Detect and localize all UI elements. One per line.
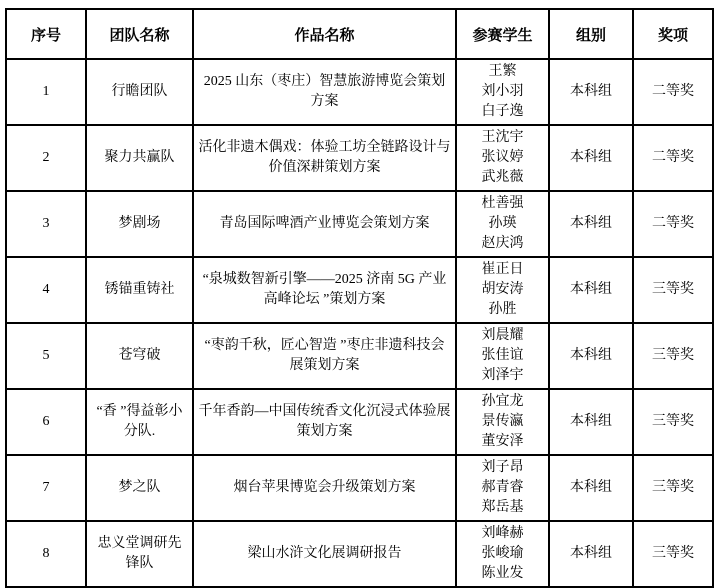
table-row bbox=[6, 455, 713, 521]
student-name: 董安泽 bbox=[481, 434, 524, 449]
cell-students bbox=[456, 59, 549, 125]
cell-serial: 8 bbox=[6, 521, 86, 587]
col-header-group: 组别 bbox=[549, 9, 633, 59]
student-name: 景传瀛 bbox=[481, 414, 524, 429]
cell-work: 2025 山东（枣庄）智慧旅游博览会策划方案 bbox=[193, 59, 456, 125]
student-name: 孙瑛 bbox=[488, 216, 517, 231]
cell-students bbox=[456, 521, 549, 587]
student-name: 郝青睿 bbox=[481, 480, 524, 495]
cell-work: 梁山水浒文化展调研报告 bbox=[193, 521, 456, 587]
col-header-students: 参赛学生 bbox=[456, 9, 549, 59]
table-row bbox=[6, 389, 713, 455]
awards-table-body bbox=[6, 59, 713, 587]
student-name: 孙胜 bbox=[488, 302, 517, 317]
cell-serial: 6 bbox=[6, 389, 86, 455]
cell-students bbox=[456, 191, 549, 257]
cell-work: 千年香韵—中国传统香文化沉浸式体验展策划方案 bbox=[193, 389, 456, 455]
student-name: 杜善强 bbox=[481, 196, 524, 211]
cell-group: 本科组 bbox=[549, 125, 633, 191]
cell-award: 三等奖 bbox=[633, 455, 713, 521]
col-header-award: 奖项 bbox=[633, 9, 713, 59]
cell-work: “泉城数智新引擎——2025 济南 5G 产业高峰论坛 ”策划方案 bbox=[193, 257, 456, 323]
awards-table bbox=[5, 8, 714, 588]
cell-award: 二等奖 bbox=[633, 125, 713, 191]
awards-table-header bbox=[6, 9, 713, 59]
student-name: 白子逸 bbox=[481, 104, 524, 119]
cell-award: 三等奖 bbox=[633, 257, 713, 323]
student-name: 张佳谊 bbox=[481, 348, 524, 363]
cell-team: 锈锚重铸社 bbox=[86, 257, 193, 323]
cell-team: “香 ”得益彰小分队. bbox=[86, 389, 193, 455]
header-row bbox=[6, 9, 713, 59]
student-name: 孙宜龙 bbox=[481, 394, 524, 409]
cell-work: 烟台苹果博览会升级策划方案 bbox=[193, 455, 456, 521]
cell-award: 三等奖 bbox=[633, 323, 713, 389]
student-name: 张议婷 bbox=[481, 150, 524, 165]
student-name: 刘小羽 bbox=[481, 84, 524, 99]
cell-group: 本科组 bbox=[549, 191, 633, 257]
cell-group: 本科组 bbox=[549, 257, 633, 323]
cell-students bbox=[456, 389, 549, 455]
student-name: 刘泽宇 bbox=[481, 368, 524, 383]
col-header-team: 团队名称 bbox=[86, 9, 193, 59]
cell-team: 梦剧场 bbox=[86, 191, 193, 257]
table-row bbox=[6, 521, 713, 587]
cell-serial: 2 bbox=[6, 125, 86, 191]
table-row bbox=[6, 125, 713, 191]
cell-group: 本科组 bbox=[549, 323, 633, 389]
cell-work: 活化非遗木偶戏：体验工坊全链路设计与价值深耕策划方案 bbox=[193, 125, 456, 191]
student-name: 王沈宇 bbox=[481, 130, 524, 145]
cell-work: 青岛国际啤酒产业博览会策划方案 bbox=[193, 191, 456, 257]
student-name: 郑岳基 bbox=[481, 500, 524, 515]
cell-group: 本科组 bbox=[549, 389, 633, 455]
student-name: 赵庆鸿 bbox=[481, 236, 524, 251]
student-name: 刘峰赫 bbox=[481, 526, 524, 541]
cell-award: 三等奖 bbox=[633, 389, 713, 455]
student-name: 王繁 bbox=[488, 64, 517, 79]
student-name: 张峻瑜 bbox=[481, 546, 524, 561]
table-row bbox=[6, 59, 713, 125]
cell-students bbox=[456, 257, 549, 323]
col-header-work: 作品名称 bbox=[193, 9, 456, 59]
cell-students bbox=[456, 125, 549, 191]
cell-team: 忠义堂调研先锋队 bbox=[86, 521, 193, 587]
cell-serial: 3 bbox=[6, 191, 86, 257]
cell-team: 行瞻团队 bbox=[86, 59, 193, 125]
student-name: 武兆薇 bbox=[481, 170, 524, 185]
student-name: 崔正日 bbox=[481, 262, 524, 277]
cell-students bbox=[456, 455, 549, 521]
table-row bbox=[6, 257, 713, 323]
cell-group: 本科组 bbox=[549, 455, 633, 521]
cell-award: 二等奖 bbox=[633, 191, 713, 257]
cell-work: “枣韵千秋，匠心智造 ”枣庄非遗科技会展策划方案 bbox=[193, 323, 456, 389]
cell-team: 苍穹破 bbox=[86, 323, 193, 389]
cell-team: 梦之队 bbox=[86, 455, 193, 521]
cell-group: 本科组 bbox=[549, 521, 633, 587]
cell-serial: 1 bbox=[6, 59, 86, 125]
cell-serial: 4 bbox=[6, 257, 86, 323]
student-name: 刘子昂 bbox=[481, 460, 524, 475]
cell-students bbox=[456, 323, 549, 389]
student-name: 陈业发 bbox=[481, 566, 524, 581]
cell-award: 二等奖 bbox=[633, 59, 713, 125]
cell-team: 聚力共赢队 bbox=[86, 125, 193, 191]
cell-serial: 5 bbox=[6, 323, 86, 389]
table-row bbox=[6, 323, 713, 389]
col-header-serial: 序号 bbox=[6, 9, 86, 59]
cell-award: 三等奖 bbox=[633, 521, 713, 587]
cell-group: 本科组 bbox=[549, 59, 633, 125]
cell-serial: 7 bbox=[6, 455, 86, 521]
student-name: 胡安涛 bbox=[481, 282, 524, 297]
student-name: 刘晨耀 bbox=[481, 328, 524, 343]
table-row bbox=[6, 191, 713, 257]
